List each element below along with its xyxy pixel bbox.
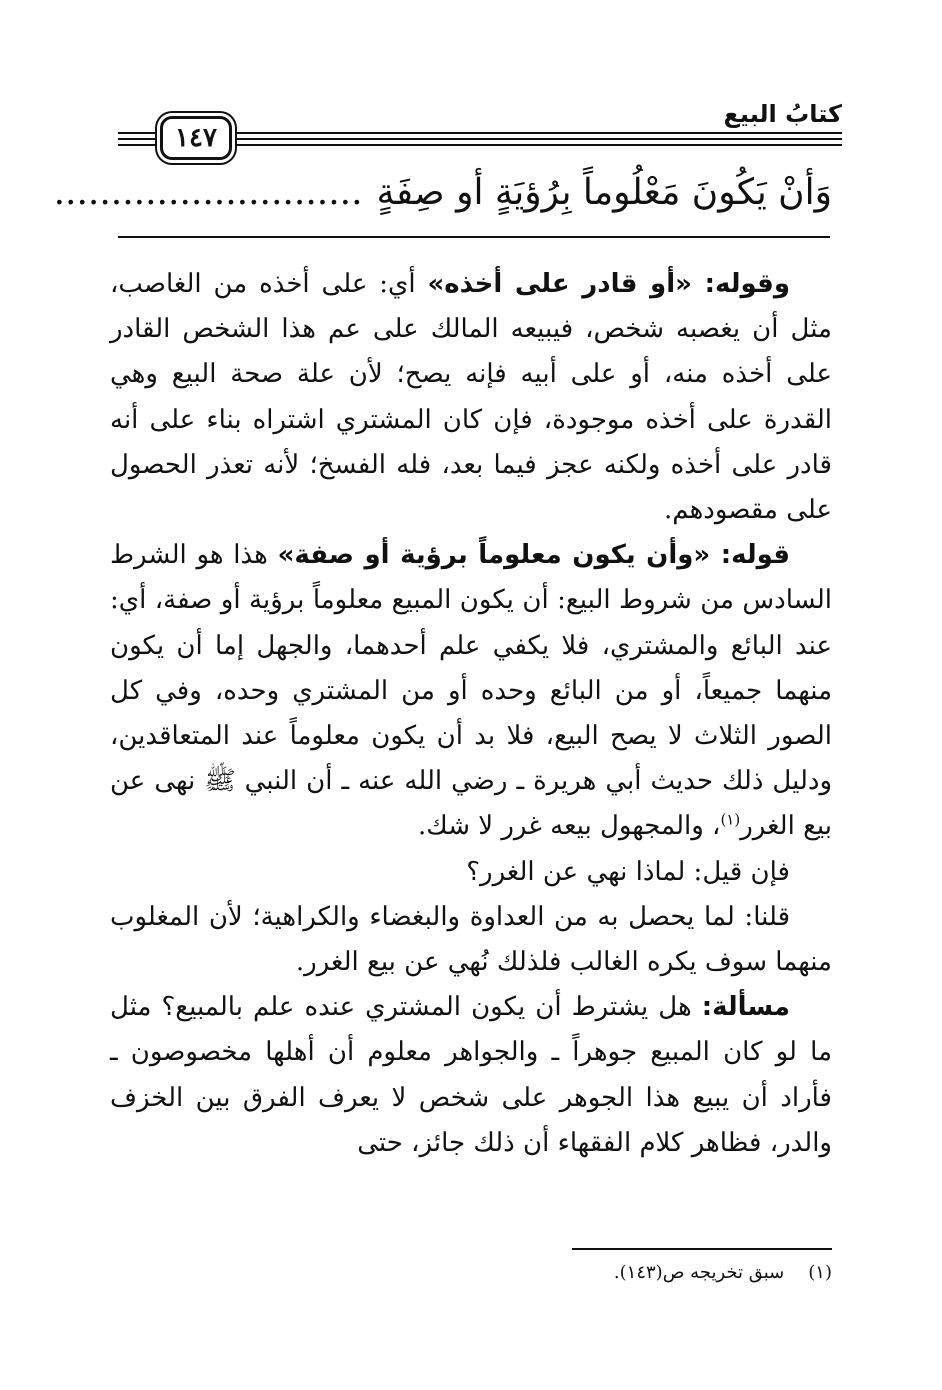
paragraph-2-text-b: ، والمجهول بيعه غرر لا شك. <box>418 811 721 842</box>
chapter-title: كتابُ البيع <box>716 100 842 128</box>
paragraph-5 <box>110 985 832 1166</box>
footnote-text: سبق تخريجه ص(١٤٣). <box>613 1262 785 1283</box>
footnote-separator <box>572 1248 832 1250</box>
page-header <box>118 98 842 158</box>
footnote-number: (١) <box>808 1262 832 1283</box>
matn-text: وَأنْ يَكُونَ مَعْلُوماً بِرُؤيَةٍ أو صِفَةٍ <box>376 172 832 213</box>
paragraph-3: فإن قيل: لماذا نهي عن الغرر؟ <box>466 856 790 887</box>
paragraph-4: قلنا: لما يحصل به من العداوة والبغضاء والكراهية؛ لأن المغلوب منهما سوف يكره الغالب فلذلك نُهي عن بيع الغرر. <box>110 901 832 978</box>
paragraph-1 <box>110 262 832 533</box>
commentary-body <box>110 262 832 1166</box>
paragraph-2-quote: «وأن يكون معلوماً برؤية أو صفة» <box>277 540 721 571</box>
paragraph-5-label: مسألة: <box>701 992 790 1023</box>
footnote <box>232 1262 832 1283</box>
paragraph-1-text: أي: على أخذه من الغاصب، مثل أن يغصبه شخص، فيبيعه المالك على عم هذا الشخص القادر على أخذه منه، أو على أبيه فإنه يصح؛ لأن علة صحة البيع وهي القدرة على أخذه موجودة، فإن كان المشتري اشتراه بناء على أنه قادر على أخذه ولكنه عجز فيما بعد، فله الفسخ؛ لأنه تعذر الحصول على مقصودهم. <box>110 269 832 526</box>
matn-dots: ........................... <box>53 172 363 213</box>
footnote-ref: (١) <box>720 810 741 829</box>
matn-separator <box>118 236 830 238</box>
paragraph-2-text-a: هذا هو الشرط السادس من شروط البيع: أن يكون المبيع معلوماً برؤية أو صفة، أي: عند البائع والمشتري، فلا يكفي علم أحدهما، والجهل إما أن يكون منهما جميعاً، أو من البائع وحده أو من المشتري وحده، وفي كل الصور الثلاث لا يصح البيع، فلا بد أن يكون معلوماً عند المتعاقدين، ودليل ذلك حديث أبي هريرة ـ رضي الله عنه ـ أن النبي ﷺ نهى عن بيع الغرر <box>110 540 832 842</box>
matn-line <box>53 166 832 220</box>
paragraph-5-text: هل يشترط أن يكون المشتري عنده علم بالمبيع؟ مثل ما لو كان المبيع جوهراً ـ والجواهر معلوم أن أهلها مخصوصون ـ فأراد أن يبيع هذا الجوهر على شخص لا يعرف الفرق بين الخزف والدر، فظاهر كلام الفقهاء أن ذلك جائز، حتى <box>110 992 832 1158</box>
paragraph-2 <box>110 533 832 849</box>
paragraph-1-label: وقوله: «أو قادر على أخذه» <box>427 269 790 299</box>
paragraph-2-label: قوله: <box>720 540 790 571</box>
page-number: ١٤٧ <box>160 116 232 160</box>
